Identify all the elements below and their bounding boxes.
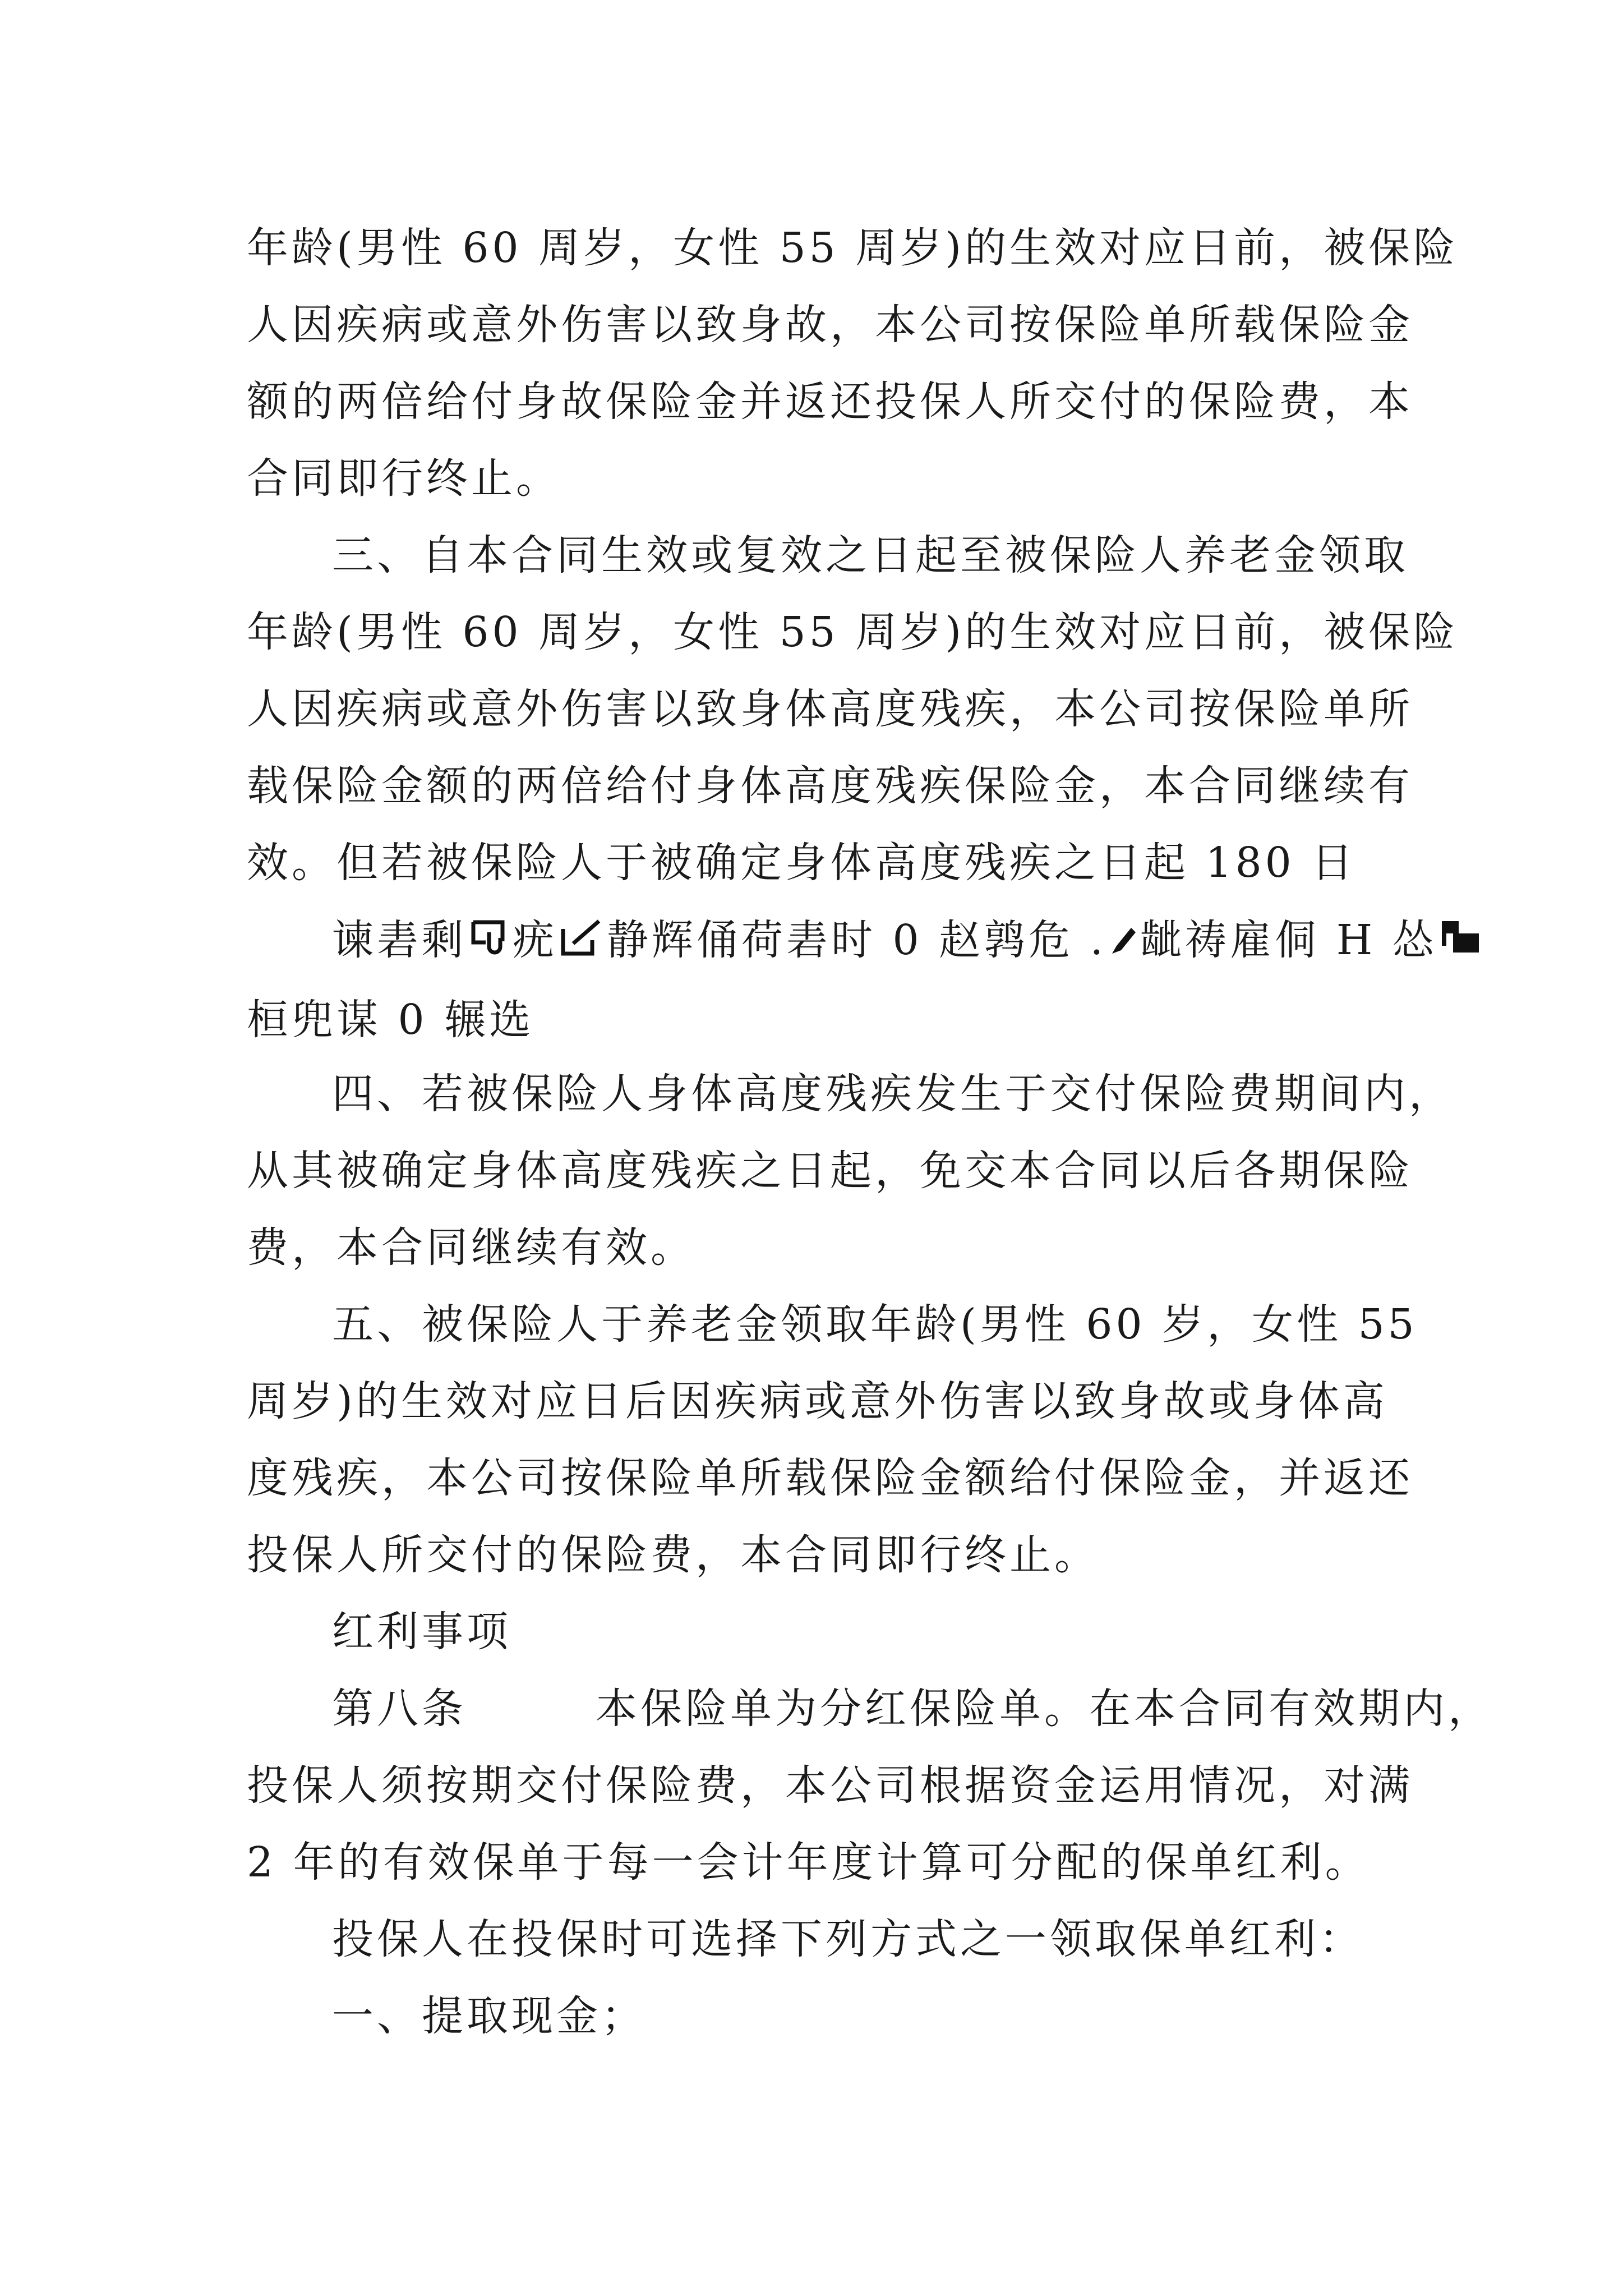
text-line: 合同即行终止。 bbox=[247, 454, 561, 503]
text-line: 年龄(男性 60 周岁，女性 55 周岁)的生效对应日前，被保险 bbox=[247, 608, 1459, 656]
text-line: 人因疾病或意外伤害以致身体高度残疾，本公司按保险单所 bbox=[247, 685, 1413, 733]
garbled-line bbox=[247, 902, 1437, 982]
garbled-text: 静辉俑荷砉时 0 赵鹑危 . bbox=[607, 916, 1107, 964]
text-line: 三、自本合同生效或复效之日起至被保险人养老金领取 bbox=[332, 531, 1409, 579]
article-label: 第八条 bbox=[332, 1685, 467, 1733]
edit-box-artifact-icon bbox=[560, 905, 605, 982]
paragraph-block-1 bbox=[247, 210, 1459, 901]
text-line: 年龄(男性 60 周岁，女性 55 周岁)的生效对应日前，被保险 bbox=[247, 224, 1459, 272]
text-line: 载保险金额的两倍给付身体高度残疾保险金，本合同继续有 bbox=[247, 762, 1413, 810]
text-line: 四、若被保险人身体高度残疾发生于交付保险费期间内， bbox=[332, 1070, 1454, 1118]
paragraph-block-3 bbox=[247, 1671, 1493, 2055]
text-line: 从其被确定身体高度残疾之日起，免交本合同以后各期保险 bbox=[247, 1147, 1413, 1195]
text-line: 一、提取现金； bbox=[332, 1992, 646, 2040]
text-line: 人因疾病或意外伤害以致身故，本公司按保险单所载保险金 bbox=[247, 301, 1413, 349]
paragraph-block-2 bbox=[247, 1056, 1454, 1671]
garbled-text: 疣 bbox=[513, 916, 557, 964]
link-artifact-icon bbox=[469, 905, 510, 982]
article-line bbox=[247, 1671, 1493, 1747]
section-heading: 红利事项 bbox=[332, 1608, 511, 1656]
article-text: 本保险单为分红保险单。在本合同有效期内， bbox=[596, 1685, 1493, 1733]
text-line: 投保人在投保时可选择下列方式之一领取保单红利： bbox=[332, 1915, 1364, 1963]
text-line: 投保人须按期交付保险费，本公司根据资金运用情况，对满 bbox=[247, 1761, 1413, 1810]
text-line: 额的两倍给付身故保险金并返还投保人所交付的保险费，本 bbox=[247, 378, 1413, 426]
block-artifact-icon bbox=[1440, 905, 1481, 982]
garbled-text: 谏砉剩 bbox=[332, 916, 467, 964]
garbled-line: 桓兜谋 0 辗选 bbox=[247, 996, 534, 1045]
text-line: 度残疾，本公司按保险单所载保险金额给付保险金，并返还 bbox=[247, 1454, 1413, 1502]
text-line: 效。但若被保险人于被确定身体高度残疾之日起 180 日 bbox=[247, 839, 1357, 887]
pencil-artifact-icon bbox=[1109, 905, 1138, 982]
text-line: 投保人所交付的保险费，本合同即行终止。 bbox=[247, 1531, 1099, 1579]
garbled-paragraph bbox=[247, 902, 1437, 1059]
text-line: 周岁)的生效对应日后因疾病或意外伤害以致身故或身体高 bbox=[247, 1377, 1388, 1425]
text-line: 费，本合同继续有效。 bbox=[247, 1223, 695, 1272]
text-line: 2 年的有效保单于每一会计年度计算可分配的保单红利。 bbox=[247, 1838, 1370, 1887]
text-line: 五、被保险人于养老金领取年龄(男性 60 岁，女性 55 bbox=[332, 1300, 1418, 1349]
garbled-text: 龇祷雇侗 H 怂 bbox=[1140, 916, 1437, 964]
